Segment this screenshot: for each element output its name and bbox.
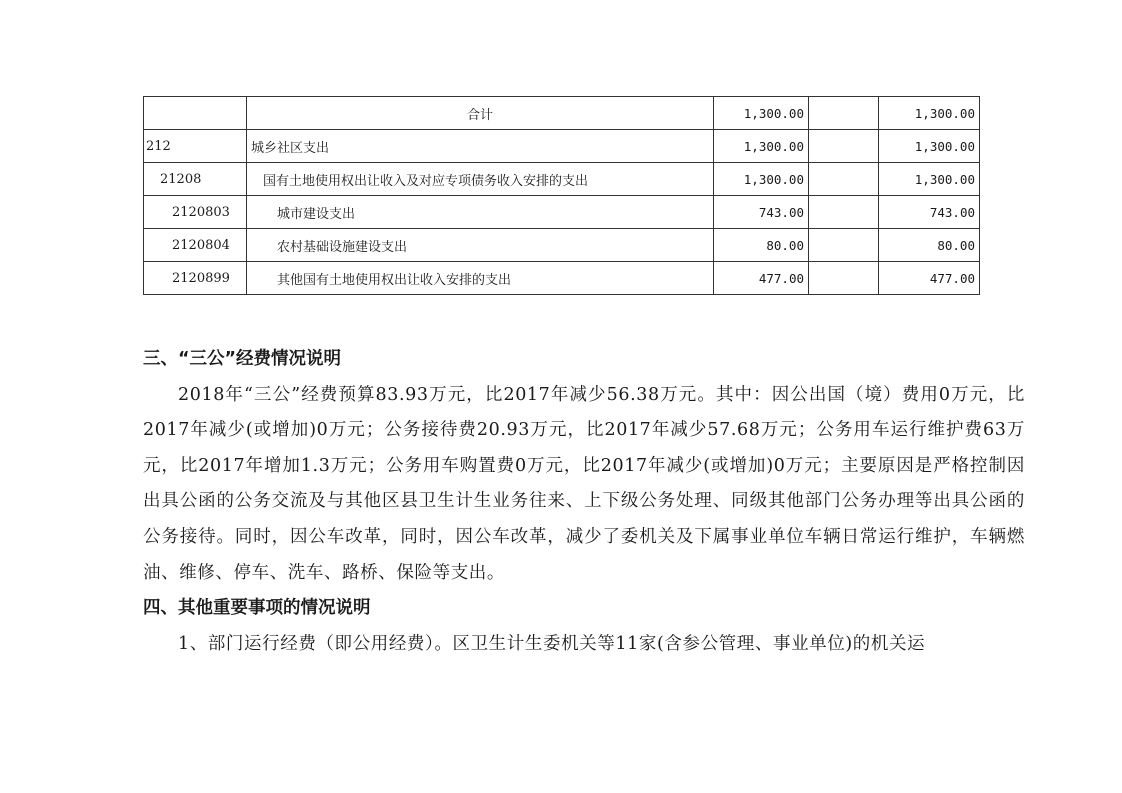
row-amount-c: 80.00 — [879, 229, 980, 262]
row-amount-c: 477.00 — [879, 262, 980, 295]
total-amount-c: 1,300.00 — [879, 97, 980, 130]
section-paragraph-sangong: 2018年“三公”经费预算83.93万元，比2017年减少56.38万元。其中：因公出国（境）费用0万元，比2017年减少(或增加)0万元；公务接待费20.93万元，比2017年减少57.68万元；公务用车运行维护费63万元，比2017年增加1.3万元；公务用车购置费0万元，比2017年减少(或增加)0万元；主要原因是严格控制因出具公函的公务交流及与其他区县卫生计生业务往来、上下级公务处理、同级其他部门公务办理等出具公函的公务接待。同时，因公车改革，同时，因公车改革，减少了委机关及下属事业单位车辆日常运行维护，车辆燃油、维修、停车、洗车、路桥、保险等支出。 — [143, 384, 1025, 583]
table-row — [144, 229, 980, 262]
row-amount-a: 743.00 — [714, 196, 809, 229]
row-amount-b — [809, 196, 879, 229]
row-amount-a: 80.00 — [714, 229, 809, 262]
document-body — [143, 342, 1025, 662]
table-row — [144, 262, 980, 295]
row-name: 国有土地使用权出让收入及对应专项债务收入安排的支出 — [247, 163, 714, 196]
row-code: 2120899 — [144, 262, 247, 295]
table-total-row — [144, 97, 980, 130]
table-row — [144, 196, 980, 229]
budget-table — [143, 96, 980, 295]
row-code: 21208 — [144, 163, 247, 196]
row-name: 城市建设支出 — [247, 196, 714, 229]
row-name: 农村基础设施建设支出 — [247, 229, 714, 262]
section-heading-other-matters: 四、其他重要事项的情况说明 — [143, 598, 371, 619]
row-amount-b — [809, 163, 879, 196]
row-amount-c: 1,300.00 — [879, 163, 980, 196]
table-row — [144, 130, 980, 163]
table-row — [144, 163, 980, 196]
section-heading-sangong: 三、“三公”经费情况说明 — [143, 349, 342, 369]
section-paragraph-operating-costs: 1、部门运行经费（即公用经费）。区卫生计生委机关等11家(含参公管理、事业单位)的机关运 — [178, 633, 926, 654]
row-code: 212 — [144, 130, 247, 163]
row-name: 其他国有土地使用权出让收入安排的支出 — [247, 262, 714, 295]
row-amount-c: 1,300.00 — [879, 130, 980, 163]
total-amount-a: 1,300.00 — [714, 97, 809, 130]
row-amount-b — [809, 262, 879, 295]
row-amount-a: 1,300.00 — [714, 130, 809, 163]
row-code: 2120804 — [144, 229, 247, 262]
row-amount-a: 1,300.00 — [714, 163, 809, 196]
row-amount-a: 477.00 — [714, 262, 809, 295]
row-amount-c: 743.00 — [879, 196, 980, 229]
row-code: 2120803 — [144, 196, 247, 229]
row-amount-b — [809, 229, 879, 262]
row-name: 城乡社区支出 — [247, 130, 714, 163]
row-amount-b — [809, 130, 879, 163]
total-label: 合计 — [247, 97, 714, 130]
total-amount-b — [809, 97, 879, 130]
total-code-cell — [144, 97, 247, 130]
